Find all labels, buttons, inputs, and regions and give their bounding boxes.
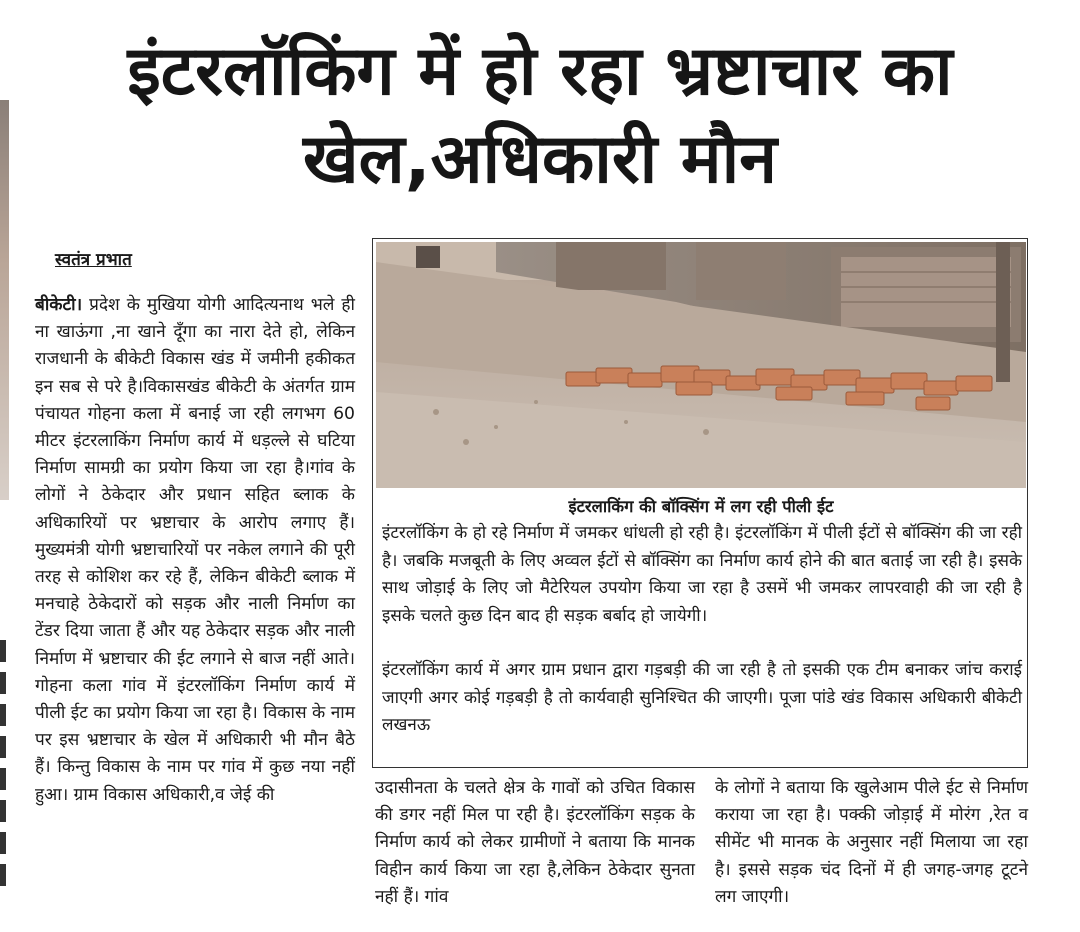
column1-text: प्रदेश के मुखिया योगी आदित्यनाथ भले ही ना खाऊंगा ,ना खाने दूँगा का नारा देते हो, लेकिन राजधानी के बीकेटी विकास खंड में जमीनी हकीकत इन सब से परे है।विकासखंड बीकेटी के अंतर्गत ग्राम पंचायत गोहना कला में बनाई जा रही लगभग 60 मीटर इंटरलाकिंग निर्माण कार्य में धड़ल्ले से घटिया निर्माण सामग्री का प्रयोग किया जा रहा है।गांव के लोगों ने ठेकेदार और प्रधान सहित ब्लाक के अधिकारियों पर भ्रष्टाचार के आरोप लगाए हैं।मुख्यमंत्री योगी भ्रष्टाचारियों पर नकेल लगाने की पूरी तरह से कोशिश कर रहे हैं, लेकिन बीकेटी ब्लाक में मनचाहे ठेकेदारों को सड़क और नाली निर्माण का टेंडर दिया जाता हैं और यह ठेकेदार सड़क और नाली निर्माण में भ्रष्टाचार की ईट लगाने से बाज नहीं आते। गोहना कला गांव में इंटरलॉकिंग निर्माण कार्य में पीली ईट का प्रयोग किया जा रहा है। विकास के नाम पर इस भ्रष्टाचार के खेल में अधिकारी भी मौन बैठे हैं। किन्तु विकास के नाम पर गांव में कुछ नया नहीं हुआ। ग्राम विकास अधिकारी,व जेई की	[35, 295, 356, 805]
construction-site-photo	[376, 242, 1026, 488]
adjacent-article-text-edge	[0, 640, 9, 930]
photo-caption: इंटरलाकिंग की बॉक्सिंग में लग रही पीली ईट	[568, 497, 834, 516]
article-column-3: के लोगों ने बताया कि खुलेआम पीले ईट से निर्माण कराया जा रहा है। पक्की जोड़ाई में मोरंग ,रेत व सीमेंट भी मानक के अनुसार नहीं मिलाया जा रहा है। इससे सड़क चंद दिनों में ही जगह-जगह टूटने लग जाएगी।	[715, 778, 1028, 907]
headline-line1: इंटरलॉकिंग में हो रहा भ्रष्टाचार का	[127, 32, 953, 111]
headline-line2: खेल,अधिकारी मौन	[303, 120, 777, 199]
article-column-2: उदासीनता के चलते क्षेत्र के गावों को उचित विकास की डगर नहीं मिल पा रही है। इंटरलॉकिंग सड़क के निर्माण कार्य को लेकर ग्रामीणों ने बताया कि मानक विहीन कार्य किया जा रहा है,लेकिन ठेकेदार सुनता नहीं हैं। गांव	[375, 778, 695, 907]
adjacent-article-photo-edge	[0, 100, 9, 500]
article-column-1	[35, 292, 355, 809]
dateline: बीकेटी।	[35, 295, 83, 315]
box-paragraph-2: इंटरलॉकिंग कार्य में अगर ग्राम प्रधान द्वारा गड़बड़ी की जा रही है तो इसकी एक टीम बनाकर जांच कराई जाएगी अगर कोई गड़बड़ी है तो कार्यवाही सुनिश्चित की जाएगी। पूजा पांडे खंड विकास अधिकारी बीकेटी लखनऊ	[382, 660, 1022, 735]
box-paragraph-1: इंटरलॉकिंग के हो रहे निर्माण में जमकर धांधली हो रही है। इंटरलॉकिंग में पीली ईटों से बॉक्सिंग की जा रही है। जबकि मजबूती के लिए अव्वल ईटों से बॉक्सिंग का निर्माण कार्य होने की बात बताई जा रही है। इसके साथ जोड़ाई के लिए जो मैटेरियल उपयोग किया जा रहा है उसमें भी जमकर लापरवाही की जा रही है इसके चलते कुछ दिन बाद ही सड़क बर्बाद हो जायेगी।	[382, 523, 1022, 626]
byline: स्वतंत्र प्रभात	[55, 250, 132, 270]
headline	[10, 28, 1070, 204]
boxed-text	[382, 520, 1022, 740]
